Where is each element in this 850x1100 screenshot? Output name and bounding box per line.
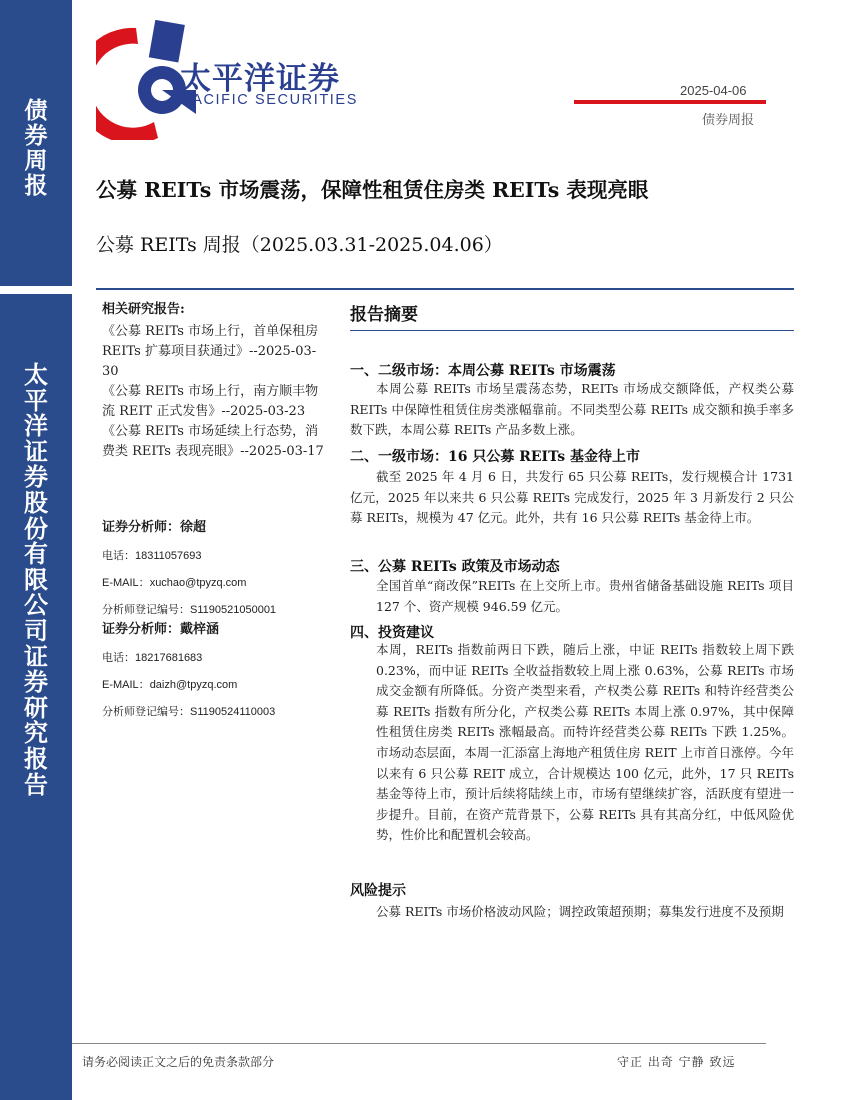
- sidebar-company-name: 太 平 洋 证 券 股 份 有 限 公 司 证 券 研 究 报 告: [24, 360, 48, 799]
- analyst-name: 证券分析师：徐超: [102, 520, 207, 535]
- email-link[interactable]: xuchao@tpyzq.com: [149, 577, 247, 589]
- report-subtitle: 公募 REITs 周报（2025.03.31-2025.04.06）: [96, 234, 503, 256]
- company-motto: 守正 出奇 宁静 致远: [617, 1055, 736, 1069]
- analyst-email: [102, 574, 330, 590]
- related-report-item[interactable]: 《公募 REITs 市场延续上行态势，消费类 REITs 表现亮眼》--2025-03-17: [102, 424, 324, 459]
- registration-label: 分析师登记编号：: [102, 603, 190, 616]
- phone-value: 18217681683: [135, 652, 203, 664]
- phone-label: 电话：: [102, 651, 135, 664]
- analyst-phone: [102, 649, 330, 665]
- registration-value: S1190521050001: [190, 604, 277, 616]
- section-heading: 二、一级市场：16 只公募 REITs 基金待上市: [350, 449, 640, 465]
- analyst-phone: [102, 547, 330, 563]
- analyst-email: [102, 676, 330, 692]
- report-type-label: 债券周报: [702, 113, 755, 128]
- related-report-item[interactable]: 《公募 REITs 市场上行，首单保租房 REITs 扩募项目获通过》--2025-03-30: [102, 324, 319, 379]
- risk-heading: 风险提示: [350, 883, 406, 899]
- left-sidebar: [0, 0, 72, 1100]
- summary-divider: [350, 330, 794, 331]
- header-divider: [96, 288, 794, 290]
- risk-paragraph: 公募 REITs 市场价格波动风险；调控政策超预期；募集发行进度不及预期: [376, 904, 784, 919]
- section-paragraph: 本周，REITs 指数前两日下跌，随后上涨，中证 REITs 指数较上周下跌 0.23%，而中证 REITs 全收益指数较上周上涨 0.63%，公募 REITs 市场成交金额有所降低。分资产类型来看，产权类公募 REITs 和特许经营类公募 REITs 指数有所分化，产权类公募 REITs 本周上涨 0.97%，其中保障性租赁住房类 REITs 涨幅最高。而特许经营类公募 REITs 下跌 1.25%。市场动态层面，本周一汇添富上海地产租赁住房 REIT 上市首日涨停。今年以来有 6 只公募 REIT 成立，合计规模达 100 亿元，此外，17 只 REITs 基金等待上市，预计后续将陆续上市，市场有望继续扩容，活跃度有望进一步提升。目前，在资产荒背景下，公募 REITs 具有其高分红，中低风险优势，性价比和配置机会较高。: [376, 642, 794, 843]
- analyst-card: [102, 618, 330, 719]
- phone-value: 18311057693: [135, 550, 202, 562]
- footer-divider: [72, 1043, 766, 1044]
- section-paragraph: 截至 2025 年 4 月 6 日，共发行 65 只公募 REITs，发行规模合计 1731 亿元，2025 年以来共 6 只公募 REITs 完成发行，2025 年 3 月新发行 2 只公募 REITs，规模为 47 亿元。此外，共有 16 只公募 REITs 基金待上市。: [350, 469, 794, 526]
- analyst-name: 证券分析师：戴梓涵: [102, 622, 220, 637]
- sidebar-report-type: 债 券 周 报: [24, 97, 48, 199]
- header-red-rule: [574, 100, 766, 104]
- registration-label: 分析师登记编号：: [102, 705, 190, 718]
- section-heading: 三、公募 REITs 政策及市场动态: [350, 559, 560, 575]
- sidebar-gap: [0, 286, 72, 294]
- phone-label: 电话：: [102, 549, 135, 562]
- logo-english-name: PACIFIC SECURITIES: [182, 92, 358, 108]
- summary-heading: 报告摘要: [350, 305, 418, 325]
- related-research-list: [102, 322, 330, 462]
- report-title: 公募 REITs 市场震荡，保障性租赁住房类 REITs 表现亮眼: [96, 178, 649, 202]
- disclaimer-note: 请务必阅读正文之后的免责条款部分: [82, 1055, 275, 1069]
- company-logo: [96, 20, 366, 140]
- related-research: [102, 298, 330, 462]
- email-label: E-MAIL：: [102, 679, 150, 691]
- section-heading: 一、二级市场：本周公募 REITs 市场震荡: [350, 363, 616, 379]
- section-paragraph: 全国首单“商改保”REITs 在上交所上市。贵州省储备基础设施 REITs 项目 127 个、资产规模 946.59 亿元。: [376, 578, 794, 614]
- analyst-registration: [102, 703, 330, 719]
- analyst-card: [102, 516, 330, 617]
- logo-chinese-name: 太平洋证券: [180, 61, 340, 97]
- email-link[interactable]: daizh@tpyzq.com: [149, 679, 238, 691]
- related-research-heading: 相关研究报告:: [102, 302, 185, 317]
- email-label: E-MAIL：: [102, 577, 150, 589]
- report-date: 2025-04-06: [680, 83, 747, 98]
- section-paragraph: 本周公募 REITs 市场呈震荡态势，REITs 市场成交额降低，产权类公募 REITs 中保障性租赁住房类涨幅靠前。不同类型公募 REITs 成交额和换手率多数下跌，本周公募 REITs 产品多数上涨。: [350, 381, 794, 438]
- registration-value: S1190524110003: [190, 706, 276, 718]
- related-report-item[interactable]: 《公募 REITs 市场上行，南方顺丰物流 REIT 正式发售》--2025-03-23: [102, 384, 319, 419]
- section-heading: 四、投资建议: [350, 625, 434, 641]
- analyst-registration: [102, 601, 330, 617]
